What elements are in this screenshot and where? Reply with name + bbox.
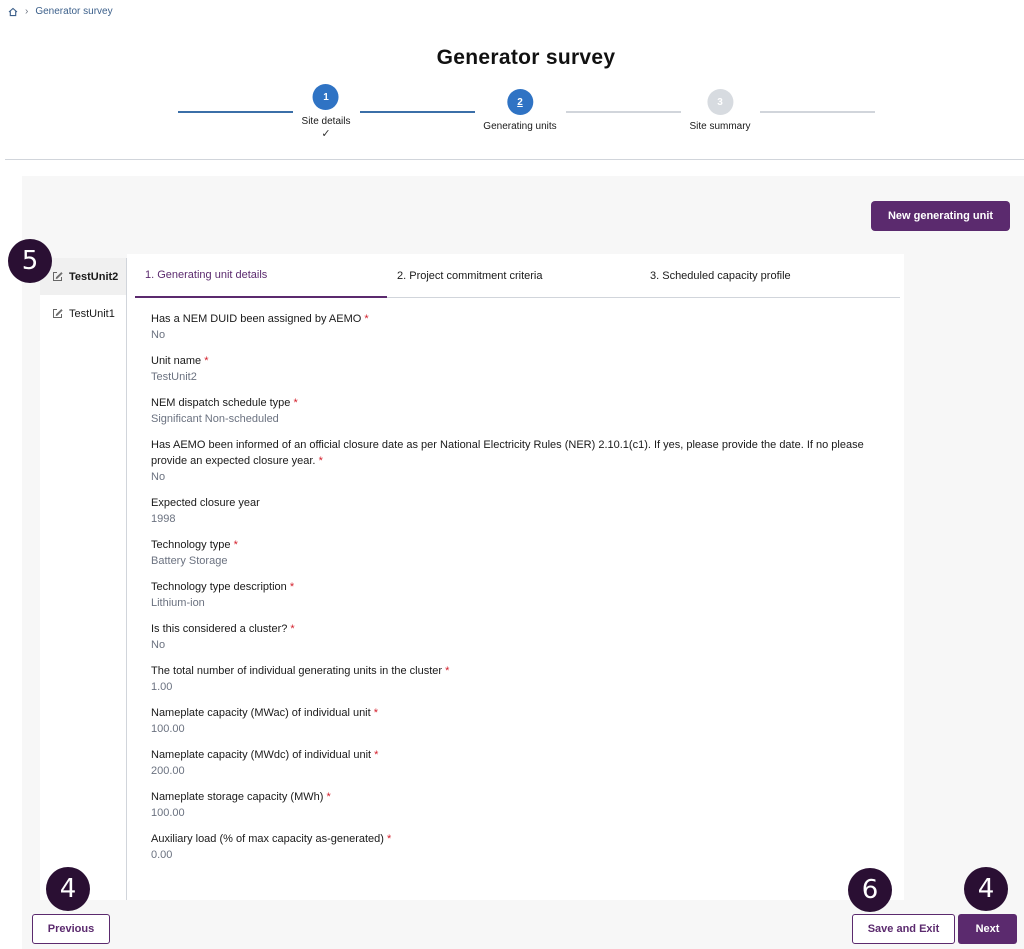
annotation-badge: 4 (964, 867, 1008, 911)
unit-details-content (127, 254, 904, 900)
field-list (151, 311, 871, 873)
chevron-right-icon: › (25, 6, 29, 17)
unit-item-testunit2[interactable] (40, 258, 126, 295)
field-value: Lithium-ion (151, 597, 205, 609)
field-technology-type-description (151, 579, 871, 611)
checkmark-icon: ✓ (321, 128, 331, 140)
field-is-cluster (151, 621, 871, 653)
field-value: 200.00 (151, 765, 185, 777)
step-number: 2 (507, 89, 533, 115)
step-number: 1 (313, 84, 339, 110)
breadcrumb-current[interactable]: Generator survey (35, 6, 113, 17)
field-label: Technology type * (151, 539, 238, 551)
field-value: 1.00 (151, 681, 173, 693)
field-auxiliary-load (151, 831, 871, 863)
breadcrumb (8, 6, 113, 17)
field-label: NEM dispatch schedule type * (151, 397, 298, 409)
tab-bar (135, 254, 900, 298)
new-generating-unit-button[interactable]: New generating unit (871, 201, 1010, 231)
field-unit-name (151, 353, 871, 385)
field-value: 100.00 (151, 807, 185, 819)
unit-list (40, 258, 127, 900)
step-site-summary[interactable] (689, 89, 750, 132)
save-and-exit-button[interactable]: Save and Exit (852, 914, 955, 944)
previous-button[interactable]: Previous (32, 914, 110, 944)
tab-project-commitment-criteria[interactable]: 2. Project commitment criteria (397, 270, 543, 282)
next-button[interactable]: Next (958, 914, 1017, 944)
annotation-badge: 5 (8, 239, 52, 283)
step-site-details[interactable] (302, 84, 351, 140)
unit-label: TestUnit2 (69, 270, 119, 283)
field-expected-closure-year (151, 495, 871, 527)
field-closure-date-informed (151, 437, 871, 485)
field-label: The total number of individual generating units in the cluster * (151, 665, 450, 677)
field-label: Is this considered a cluster? * (151, 623, 295, 635)
step-connector (760, 111, 875, 113)
field-dispatch-schedule-type (151, 395, 871, 427)
home-icon[interactable] (8, 7, 18, 17)
field-storage-capacity (151, 789, 871, 821)
progress-stepper (0, 84, 1024, 144)
field-label: Auxiliary load (% of max capacity as-generated) * (151, 833, 392, 845)
field-value: Significant Non-scheduled (151, 413, 279, 425)
field-label: Nameplate capacity (MWdc) of individual unit * (151, 749, 379, 761)
field-value: No (151, 639, 166, 651)
step-generating-units[interactable] (483, 89, 556, 132)
field-value: No (151, 329, 166, 341)
annotation-badge: 4 (46, 867, 90, 911)
field-value: 100.00 (151, 723, 185, 735)
field-technology-type (151, 537, 871, 569)
field-value: Battery Storage (151, 555, 228, 567)
field-value: 0.00 (151, 849, 173, 861)
edit-icon (52, 271, 63, 282)
field-label: Expected closure year (151, 497, 260, 509)
field-label: Unit name * (151, 355, 209, 367)
edit-icon (52, 308, 63, 319)
field-cluster-unit-count (151, 663, 871, 695)
step-connector (360, 111, 475, 113)
unit-item-testunit1[interactable] (40, 295, 126, 332)
step-number: 3 (707, 89, 733, 115)
field-label: Has AEMO been informed of an official closure date as per National Electricity Rules (NER) 2.10.1(c1). If yes, please provide the date. If no please provide an expected closure year. * (151, 439, 864, 467)
field-value: TestUnit2 (151, 371, 197, 383)
field-label: Has a NEM DUID been assigned by AEMO * (151, 313, 369, 325)
field-nem-duid (151, 311, 871, 343)
tab-scheduled-capacity-profile[interactable]: 3. Scheduled capacity profile (650, 270, 791, 282)
page-title: Generator survey (436, 46, 616, 69)
step-label: Site details (301, 116, 351, 127)
step-label: Generating units (483, 121, 557, 132)
field-label: Technology type description * (151, 581, 295, 593)
field-value: No (151, 471, 166, 483)
step-label: Site summary (689, 121, 751, 132)
annotation-badge: 6 (848, 868, 892, 912)
header-divider (5, 159, 1024, 160)
field-nameplate-mwac (151, 705, 871, 737)
step-connector (566, 111, 681, 113)
step-connector (178, 111, 293, 113)
tab-generating-unit-details[interactable]: 1. Generating unit details (135, 254, 387, 298)
unit-label: TestUnit1 (69, 307, 115, 320)
field-label: Nameplate capacity (MWac) of individual unit * (151, 707, 379, 719)
field-label: Nameplate storage capacity (MWh) * (151, 791, 331, 803)
field-value: 1998 (151, 513, 176, 525)
field-nameplate-mwdc (151, 747, 871, 779)
